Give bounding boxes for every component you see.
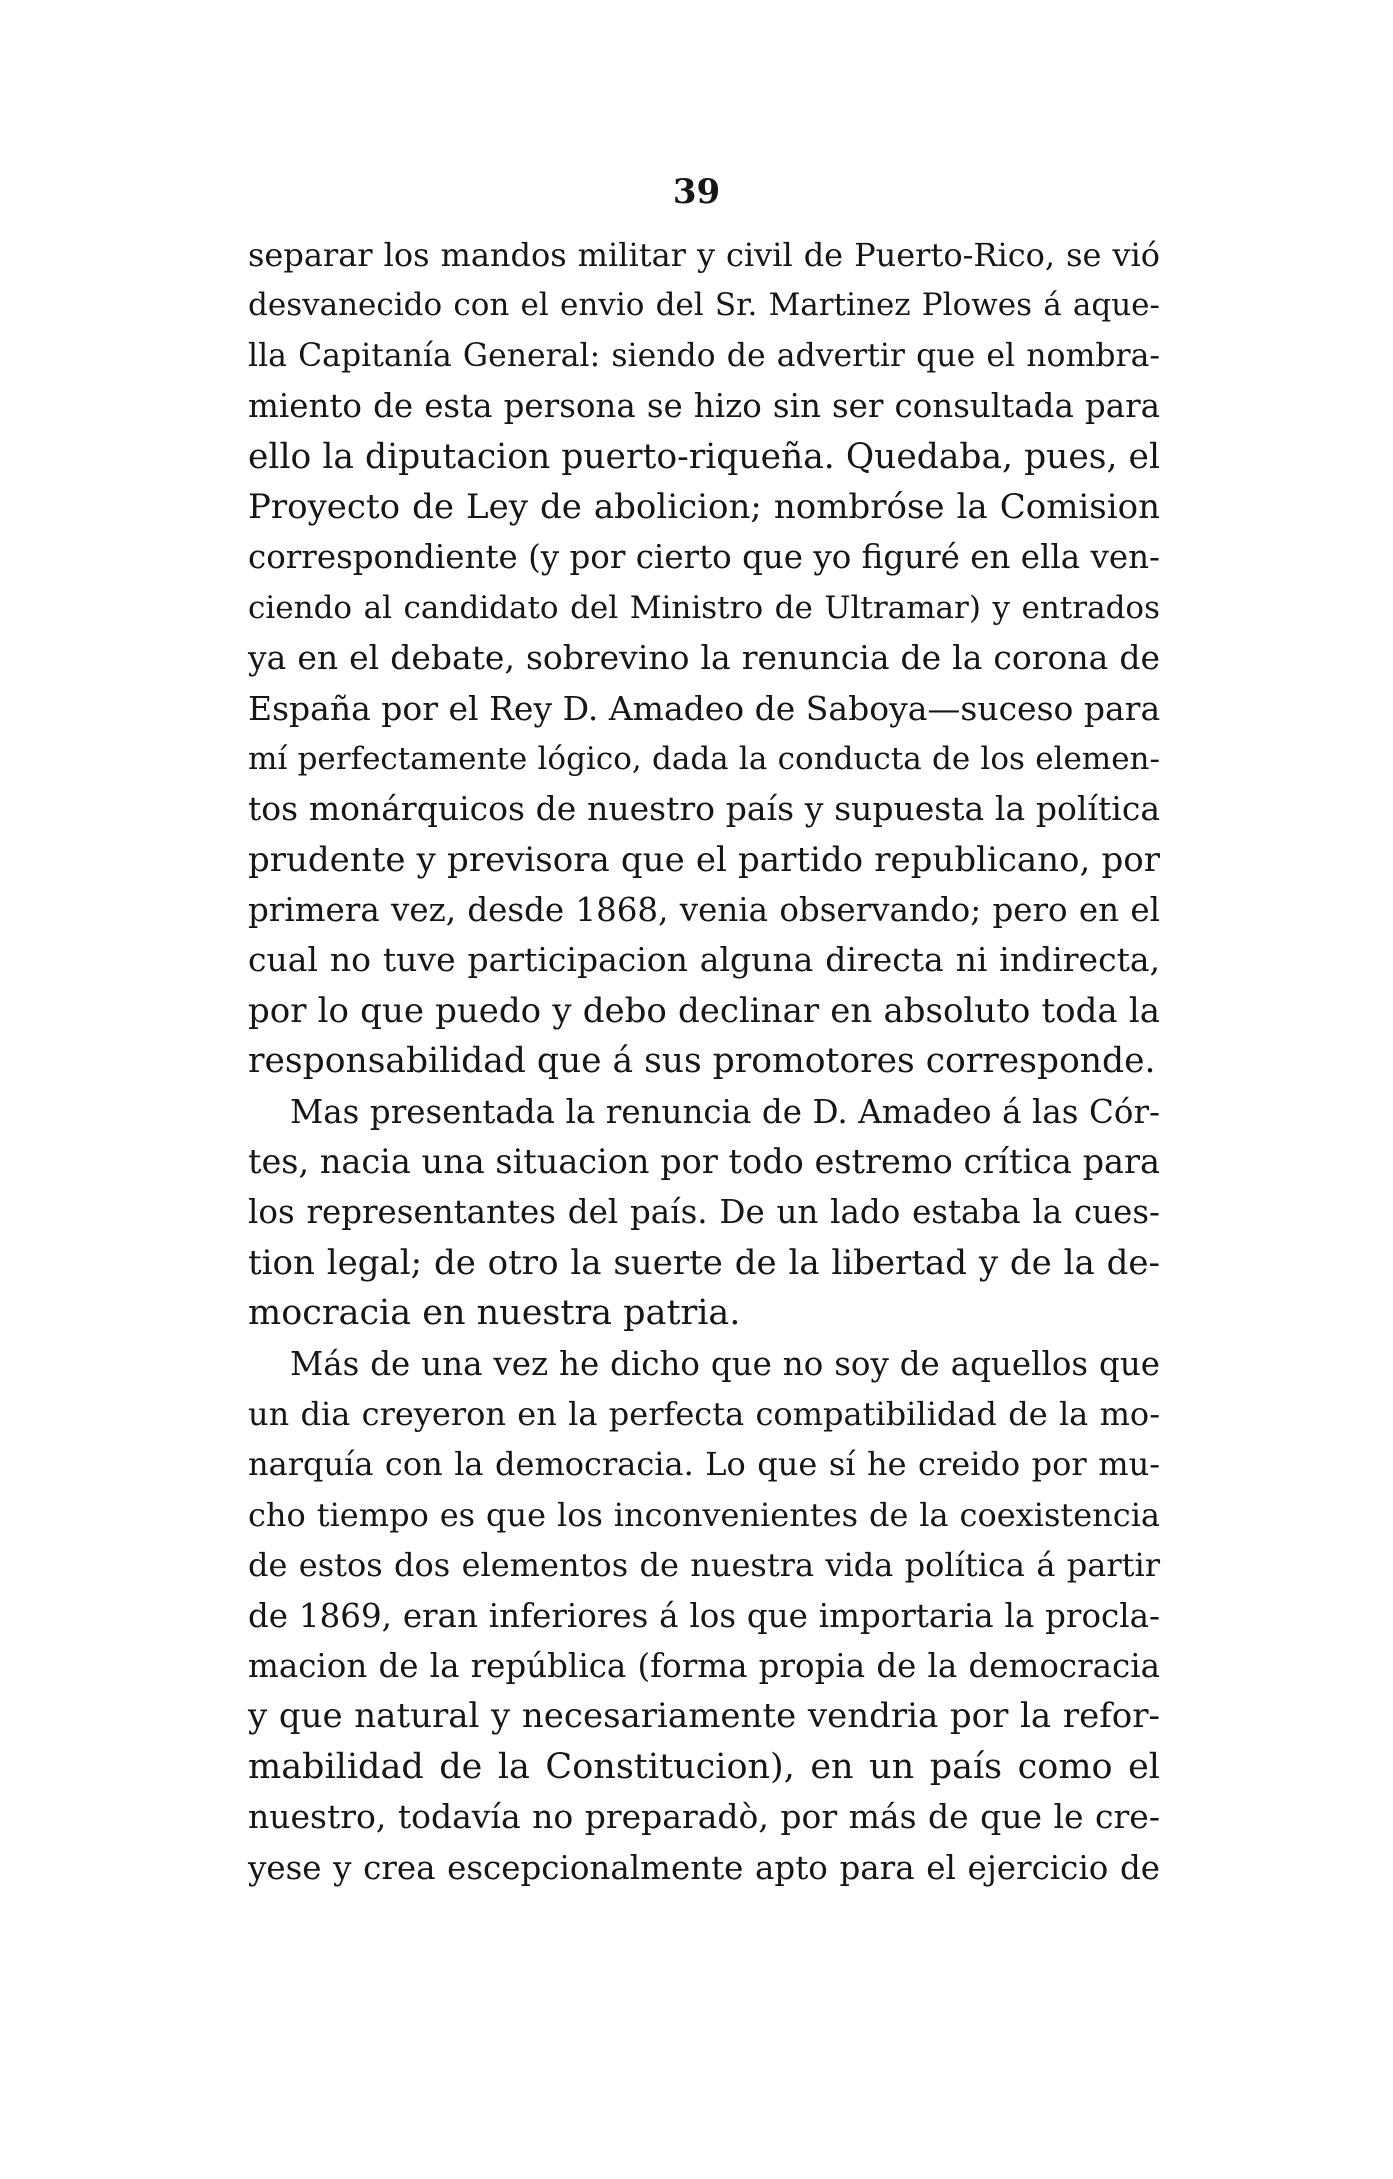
text-line: lla Capitanía General: siendo de advertir que el nombra- bbox=[248, 337, 1160, 374]
text-line: desvanecido con el envio del Sr. Martinez Plowes á aque- bbox=[248, 287, 1160, 324]
text-line: los representantes del país. De un lado estaba la cues- bbox=[248, 1193, 1160, 1232]
text-line: macion de la república (forma propia de la democracia bbox=[248, 1646, 1160, 1685]
text-line: un dia creyeron en la perfecta compatibilidad de la mo- bbox=[248, 1394, 1160, 1433]
text-line: Más de una vez he dicho que no soy de aquellos que bbox=[290, 1344, 1160, 1383]
text-line: cho tiempo es que los inconvenientes de la coexistencia bbox=[248, 1495, 1160, 1534]
text-line: y que natural y necesariamente vendria por la refor- bbox=[248, 1696, 1160, 1737]
text-line: tes, nacia una situacion por todo estremo crítica para bbox=[248, 1142, 1160, 1182]
text-line: ciendo al candidato del Ministro de Ultramar) y entrados bbox=[248, 589, 1160, 626]
text-line: miento de esta persona se hizo sin ser consultada para bbox=[248, 387, 1160, 426]
text-line: mí perfectamente lógico, dada la conducta de los elemen- bbox=[248, 740, 1160, 777]
paragraph-3 bbox=[248, 1339, 1160, 1893]
text-line: nuestro, todavía no preparadò, por más de que le cre- bbox=[248, 1797, 1160, 1837]
text-line: narquía con la democracia. Lo que sí he creido por mu- bbox=[248, 1445, 1160, 1484]
text-line: Mas presentada la renuncia de D. Amadeo á las Cór- bbox=[290, 1092, 1160, 1131]
paragraph-2 bbox=[248, 1087, 1160, 1339]
text-line: de 1869, eran inferiores á los que importaria la procla- bbox=[248, 1596, 1160, 1635]
text-line: ello la diputacion puerto-riqueña. Quedaba, pues, el bbox=[248, 436, 1160, 477]
page-number: 39 bbox=[672, 172, 721, 212]
text-line: España por el Rey D. Amadeo de Saboya—suceso para bbox=[248, 688, 1161, 728]
text-line: de estos dos elementos de nuestra vida política á partir bbox=[248, 1546, 1160, 1585]
text-line: cual no tuve participacion alguna directa ni indirecta, bbox=[248, 940, 1160, 980]
text-line: responsabilidad que á sus promotores corresponde. bbox=[248, 1041, 1156, 1082]
text-line: ya en el debate, sobrevino la renuncia de la corona de bbox=[248, 638, 1160, 678]
paragraph-1 bbox=[248, 230, 1160, 1087]
text-line: mocracia en nuestra patria. bbox=[248, 1293, 741, 1334]
text-line: prudente y previsora que el partido republicano, por bbox=[248, 839, 1160, 880]
text-line: tion legal; de otro la suerte de la libertad y de la de- bbox=[248, 1242, 1160, 1283]
text-line: yese y crea escepcionalmente apto para el ejercicio de bbox=[248, 1848, 1160, 1887]
text-line: mabilidad de la Constitucion), en un país como el bbox=[248, 1746, 1160, 1787]
text-line: separar los mandos militar y civil de Puerto-Rico, se vió bbox=[248, 236, 1160, 274]
text-line: por lo que puedo y debo declinar en absoluto toda la bbox=[248, 990, 1160, 1031]
text-line: primera vez, desde 1868, venia observando; pero en el bbox=[248, 891, 1160, 930]
text-line: Proyecto de Ley de abolicion; nombróse la Comision bbox=[248, 486, 1160, 527]
text-line: correspondiente (y por cierto que yo figuré en ella ven- bbox=[248, 538, 1160, 577]
body-text bbox=[248, 230, 1160, 1893]
text-line: tos monárquicos de nuestro país y supuesta la política bbox=[248, 789, 1160, 829]
